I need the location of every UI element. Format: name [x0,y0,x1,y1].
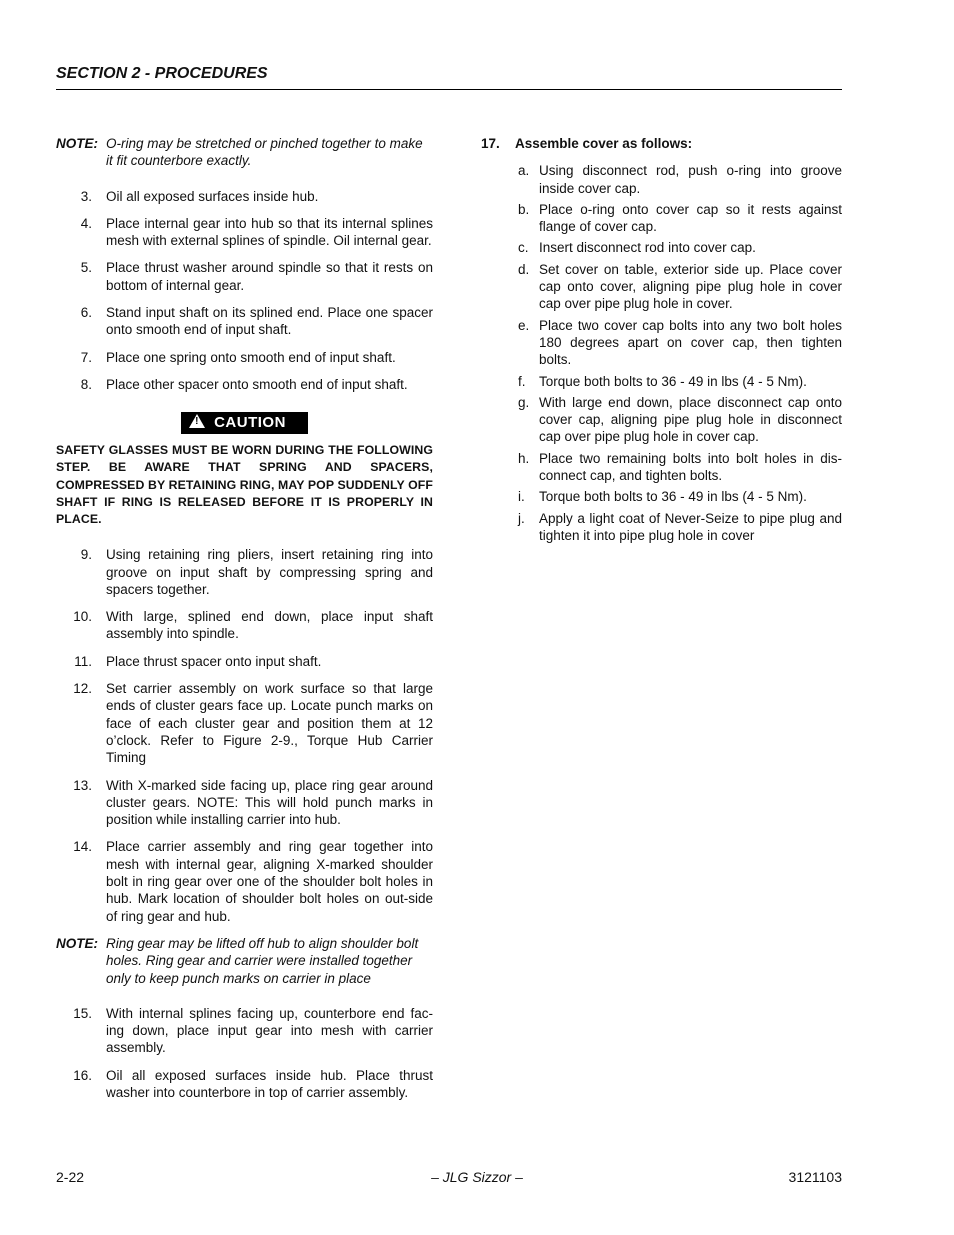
step-item [56,1005,433,1057]
note-oring [56,135,433,170]
step-number: 14. [73,839,92,855]
step-number: 12. [73,681,92,697]
step-number: 7. [80,349,92,365]
note-tag: NOTE: [56,935,98,951]
steps-b [56,546,433,925]
step-number: 9. [80,547,92,563]
step-number: 6. [80,305,92,321]
step-number: 13. [73,777,92,793]
doc-number: 3121103 [788,1169,842,1185]
step-text: With large, splined end down, place input shaft assembly into spindle. [106,609,433,642]
step-item [56,608,433,643]
note-text: O-ring may be stretched or pinched together to make it fit counterbore exactly. [106,136,423,169]
step-item [56,546,433,598]
substep-text: Apply a light coat of Never-Seize to pipe plug and tighten it into pipe plug hole in cover [539,510,842,543]
step-item [56,680,433,766]
substep-text: Using disconnect rod, push o-ring into groove inside cover cap. [539,163,842,196]
step-text: With X-marked side facing up, place ring gear around cluster gears. NOTE: This will hold punch marks in position while installing carrier into hub. [106,777,433,828]
header-rule [56,89,842,90]
substep-item [481,201,842,236]
step-item [56,259,433,294]
step-item [56,215,433,250]
step-text: Place carrier assembly and ring gear together into mesh with internal gear, aligning X-marked shoulder bolt in ring gear over one of the shoulder bolt holes in hub. Mark location of shoulder bolt holes on out-side of ring gear and hub. [106,839,433,924]
note-ring-gear [56,935,433,987]
substep-item [481,394,842,446]
substep-letter: c. [518,240,529,256]
substep-letter: h. [518,450,530,466]
caution-text: SAFETY GLASSES MUST BE WORN DURING THE FOLLOWING STEP. BE AWARE THAT SPRING AND SPACERS, COMPRESSED BY RETAINING RING, MAY POP SUDDENLY OFF SHAFT IF RING IS RELEASED BEFORE IT IS PROPERLY IN PLACE. [56,443,433,527]
step-text: Place thrust spacer onto input shaft. [106,653,322,669]
footer-title: – JLG Sizzor – [431,1169,523,1185]
warning-triangle-icon [189,414,205,428]
substep-letter: e. [518,317,530,333]
step-number: 15. [73,1005,92,1021]
substep-letter: a. [518,163,530,179]
substep-item [481,450,842,485]
step-number: 8. [80,376,92,392]
step-item [56,349,433,366]
step-text: Place other spacer onto smooth end of input shaft. [106,376,408,392]
step-text: Stand input shaft on its splined end. Place one spacer onto smooth end of input shaft. [106,305,433,338]
caution-label: CAUTION [214,414,286,432]
step-text: With internal splines facing up, counterbore end fac-ing down, place input gear into mesh with carrier assembly. [106,1005,433,1056]
substep-letter: j. [518,510,525,526]
step-17-heading [481,135,842,152]
step-item [56,304,433,339]
note-text: Ring gear may be lifted off hub to align shoulder bolt holes. Ring gear and carrier were installed together only to keep punch marks on carrier in place [106,935,419,986]
steps-c [56,1005,433,1101]
substep-item [481,317,842,369]
caution-header [56,412,433,434]
substep-item [481,162,842,197]
step-number: 16. [73,1067,92,1083]
substep-text: Torque both bolts to 36 - 49 in lbs (4 - 5 Nm). [539,489,807,505]
substep-letter: d. [518,261,530,277]
page-header [56,64,842,84]
step-text: Place thrust washer around spindle so that it rests on bottom of internal gear. [106,260,433,293]
substep-item [481,261,842,313]
substep-text: Set cover on table, exterior side up. Place cover cap onto cover, aligning pipe plug hole in cover cap over pipe plug hole in cover. [539,261,842,312]
page-number: 2-22 [56,1169,85,1185]
step-text: Assemble cover as follows: [515,136,693,151]
step-item [56,376,433,393]
step-number: 17. [481,136,500,151]
steps-a [56,188,433,394]
step-number: 4. [80,215,92,231]
substep-item [481,239,842,256]
substep-text: Insert disconnect rod into cover cap. [539,240,756,256]
note-tag: NOTE: [56,136,98,151]
substep-text: Place o-ring onto cover cap so it rests against flange of cover cap. [539,201,842,235]
step-item [56,838,433,924]
substep-letter: i. [518,489,525,505]
step-text: Oil all exposed surfaces inside hub. Place thrust washer into counterbore in top of carrier assembly. [106,1067,433,1100]
step-item [56,777,433,829]
step-number: 5. [80,260,92,276]
step-text: Place internal gear into hub so that its internal splines mesh with external splines of spindle. Oil internal gear. [106,215,433,249]
step-text: Using retaining ring pliers, insert retaining ring into groove on input shaft by compressing spring and spacers together. [106,547,433,597]
step-item [56,1067,433,1102]
left-column [56,135,433,1111]
step-item [56,653,433,670]
substep-text: Place two remaining bolts into bolt holes in dis-connect cap, and tighten bolts. [539,450,842,484]
right-column [481,135,842,548]
step-number: 11. [74,653,92,669]
step-text: Set carrier assembly on work surface so that large ends of cluster gears face up. Locate punch marks on face of each cluster gear and position them at 12 o’clock. Refer to Figure 2-9., Torque Hub Carrier Timing [106,681,433,766]
step-number: 10. [73,609,92,625]
step-text: Oil all exposed surfaces inside hub. [106,188,319,204]
step-text: Place one spring onto smooth end of input shaft. [106,349,396,365]
step-number: 3. [80,188,92,204]
section-title: SECTION 2 - PROCEDURES [56,65,268,82]
substep-text: With large end down, place disconnect cap onto cover cap, aligning pipe plug hole in disconnect cap over pipe plug hole in cover cap. [539,394,842,445]
substep-letter: f. [518,373,526,389]
substep-text: Torque both bolts to 36 - 49 in lbs (4 - 5 Nm). [539,373,807,389]
step-item [56,188,433,205]
substep-text: Place two cover cap bolts into any two bolt holes 180 degrees apart on cover cap, then tighten bolts. [539,317,842,368]
substep-item [481,373,842,390]
substep-letter: b. [518,201,530,217]
substep-letter: g. [518,394,530,410]
substep-item [481,488,842,505]
substep-item [481,510,842,545]
caution-badge [181,412,308,434]
